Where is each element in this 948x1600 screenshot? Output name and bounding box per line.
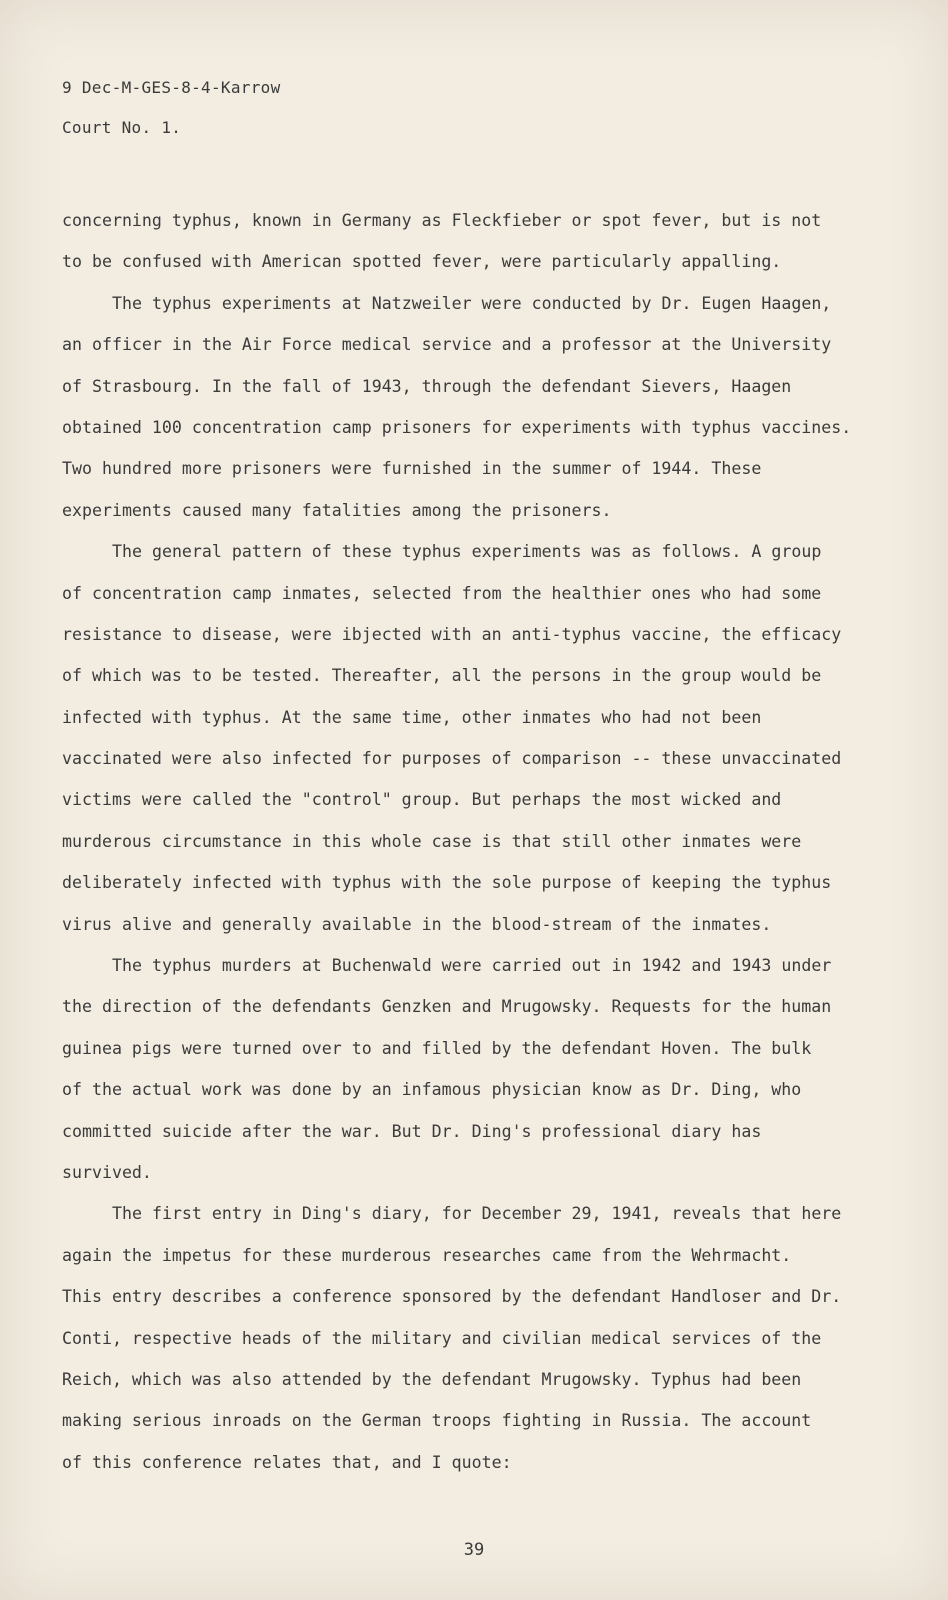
text-line: victims were called the "control" group. But perhaps the most wicked and (62, 790, 782, 810)
text-line: deliberately infected with typhus with the sole purpose of keeping the typhus (62, 873, 832, 893)
text-line: of which was to be tested. Thereafter, all the persons in the group would be (62, 666, 822, 686)
text-line: survived. (62, 1162, 152, 1182)
text-line: an officer in the Air Force medical service and a professor at the University (62, 335, 832, 355)
court-label: Court No. 1. (62, 118, 182, 137)
page-number: 39 (463, 1540, 485, 1560)
text-line: experiments caused many fatalities among the prisoners. (62, 500, 612, 520)
text-line: infected with typhus. At the same time, other inmates who had not been (62, 707, 762, 727)
text-line: Two hundred more prisoners were furnished in the summer of 1944. These (62, 459, 762, 479)
text-line: The typhus experiments at Natzweiler were conducted by Dr. Eugen Haagen, (112, 293, 832, 313)
text-line: committed suicide after the war. But Dr. Ding's professional diary has (62, 1121, 762, 1141)
text-line: of Strasbourg. In the fall of 1943, through the defendant Sievers, Haagen (62, 376, 792, 396)
text-line: of concentration camp inmates, selected from the healthier ones who had some (62, 583, 822, 603)
text-line: vaccinated were also infected for purposes of comparison -- these unvaccinated (62, 749, 842, 769)
text-line: to be confused with American spotted fever, were particularly appalling. (62, 252, 782, 272)
text-line: making serious inroads on the German troops fighting in Russia. The account (62, 1411, 812, 1431)
text-line: This entry describes a conference sponsored by the defendant Handloser and Dr. (62, 1287, 842, 1307)
text-line: The general pattern of these typhus experiments was as follows. A group (112, 542, 822, 562)
text-line: Reich, which was also attended by the defendant Mrugowsky. Typhus had been (62, 1369, 802, 1389)
document-reference: 9 Dec-M-GES-8-4-Karrow (62, 78, 281, 97)
text-line: virus alive and generally available in the blood-stream of the inmates. (62, 914, 772, 934)
text-line: again the impetus for these murderous researches came from the Wehrmacht. (62, 1245, 792, 1265)
text-line: the direction of the defendants Genzken and Mrugowsky. Requests for the human (62, 997, 832, 1017)
text-line: concerning typhus, known in Germany as Fleckfieber or spot fever, but is not (62, 211, 822, 230)
text-line: obtained 100 concentration camp prisoners for experiments with typhus vaccines. (62, 417, 852, 437)
text-line: of the actual work was done by an infamous physician know as Dr. Ding, who (62, 1080, 802, 1100)
text-line: The typhus murders at Buchenwald were carried out in 1942 and 1943 under (112, 956, 832, 976)
document-body (62, 200, 882, 1483)
text-line: resistance to disease, were ibjected with an anti-typhus vaccine, the efficacy (62, 624, 842, 644)
text-line: murderous circumstance in this whole case is that still other inmates were (62, 831, 802, 851)
text-line: The first entry in Ding's diary, for December 29, 1941, reveals that here (112, 1204, 842, 1224)
text-line: Conti, respective heads of the military and civilian medical services of the (62, 1328, 822, 1348)
text-line: of this conference relates that, and I quote: (62, 1452, 512, 1472)
text-line: guinea pigs were turned over to and filled by the defendant Hoven. The bulk (62, 1038, 812, 1058)
